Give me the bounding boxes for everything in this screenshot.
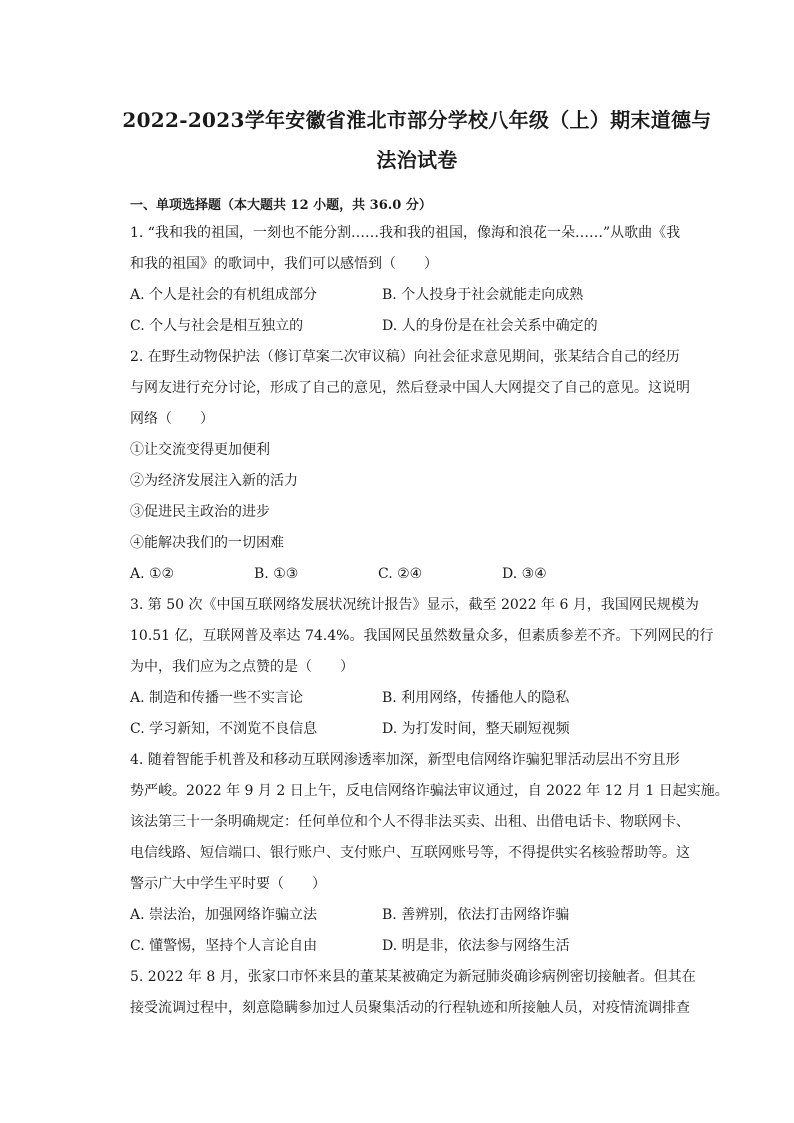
question-text-line: 网络（ ） [130,411,214,427]
question-text-line: 接受流调过程中，刻意隐瞒参加过人员聚集活动的行程轨迹和所接触人员，对疫情流调排查 [130,1000,690,1016]
question-text-line: 2. 在野生动物保护法（修订草案二次审议稿）向社会征求意见期间，张某结合自己的经历 [130,349,680,365]
question-3 [130,590,714,745]
question-text-line: 5. 2022 年 8 月，张家口市怀来县的董某某被确定为新冠肺炎确诊病例密切接触者。但其在 [130,969,696,985]
option-c[interactable]: C. ②④ [378,566,423,582]
question-text-line: 10.51 亿，互联网普及率达 74.4%。我国网民虽然数量众多，但素质参差不齐。下列网民的行 [130,628,714,644]
option-a[interactable]: A. ①② [130,566,175,582]
options-row [130,311,704,342]
option-d[interactable]: D. 人的身份是在社会关系中确定的 [382,318,598,334]
question-text-line: 4. 随着智能手机普及和移动互联网渗透率加深，新型电信网络诈骗犯罪活动层出不穷且形 [130,752,680,768]
option-d[interactable]: D. 明是非，依法参与网络生活 [382,938,570,954]
question-1 [130,218,704,342]
question-text-line: 为中，我们应为之点赞的是（ ） [130,659,354,675]
option-d[interactable]: D. ③④ [502,566,547,582]
option-d[interactable]: D. 为打发时间，整天刷短视频 [382,721,570,737]
option-a[interactable]: A. 个人是社会的有机组成部分 [130,287,318,303]
option-b[interactable]: B. 利用网络，传播他人的隐私 [382,690,570,706]
question-5 [130,962,704,1024]
statement-item: ④能解决我们的一切困难 [130,535,284,551]
option-b[interactable]: B. 善辨别，依法打击网络诈骗 [382,907,570,923]
section-heading: 一、单项选择题（本大题共 12 小题，共 36.0 分） [130,198,432,213]
question-text-line: 警示广大中学生平时要（ ） [130,876,326,892]
question-text-line: 与网友进行充分讨论，形成了自己的意见，然后登录中国人大网提交了自己的意见。这说明 [130,380,690,396]
option-c[interactable]: C. 学习新知，不浏览不良信息 [130,721,318,737]
option-b[interactable]: B. 个人投身于社会就能走向成熟 [382,287,584,303]
title-line-1: 2022-2023学年安徽省淮北市部分学校八年级（上）期末道德与 [122,108,712,132]
option-b[interactable]: B. ①③ [254,566,299,582]
title-line-2: 法治试卷 [376,148,458,172]
options-row [130,280,704,311]
options-row [130,900,704,931]
option-a[interactable]: A. 崇法治，加强网络诈骗立法 [130,907,318,923]
option-c[interactable]: C. 懂警惕，坚持个人言论自由 [130,938,318,954]
question-4 [130,745,729,962]
options-row [130,931,704,962]
option-a[interactable]: A. 制造和传播一些不实言论 [130,690,304,706]
question-text-line: 1. “我和我的祖国，一刻也不能分割……我和我的祖国，像海和浪花一朵……”从歌曲《我 [130,225,681,241]
option-c[interactable]: C. 个人与社会是相互独立的 [130,318,304,334]
question-text-line: 势严峻。2022 年 9 月 2 日上午，反电信网络诈骗法审议通过，自 2022 年 12 月 1 日起实施。 [130,783,729,799]
question-text-line: 3. 第 50 次《中国互联网络发展状况统计报告》显示，截至 2022 年 6 月，我国网民规模为 [130,597,699,613]
exam-title [90,100,744,180]
question-2 [130,342,704,590]
question-text-line: 该法第三十一条明确规定：任何单位和个人不得非法买卖、出租、出借电话卡、物联网卡、 [130,814,690,830]
question-text-line: 和我的祖国》的歌词中，我们可以感悟到（ ） [130,256,438,272]
statement-item: ①让交流变得更加便利 [130,442,270,458]
statement-item: ③促进民主政治的进步 [130,504,270,520]
options-row [130,559,704,590]
statement-item: ②为经济发展注入新的活力 [130,473,298,489]
options-row [130,714,704,745]
options-row [130,683,704,714]
question-text-line: 电信线路、短信端口、银行账户、支付账户、互联网账号等，不得提供实名核验帮助等。这 [130,845,690,861]
